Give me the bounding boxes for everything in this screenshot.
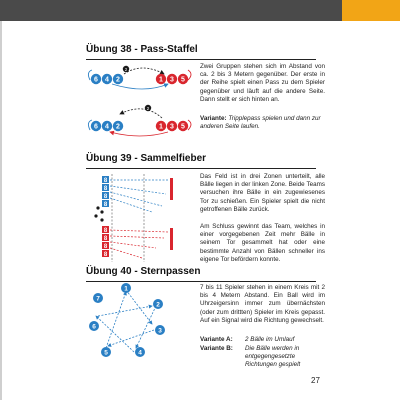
exercise-39-title: Übung 39 - Sammelfieber [86, 153, 207, 164]
svg-text:2: 2 [156, 301, 160, 309]
svg-text:1: 1 [159, 76, 163, 84]
exercise-40-title: Übung 40 - Sternpassen [86, 266, 201, 277]
variant-b-text: Die Bälle werden in entgegengesetzte Richtungen gespielt [245, 345, 301, 369]
pass-arrow [120, 109, 162, 118]
exercise-39-rule [86, 168, 316, 169]
red-pass-lines [110, 230, 168, 258]
blue-pass-lines [110, 180, 168, 212]
pass-arrow [124, 68, 164, 74]
run-arrow [112, 84, 168, 89]
pass-relay-diagram [84, 60, 196, 140]
goal-red [170, 228, 173, 250]
exercise-39-description-2: Am Schluss gewinnt das Team, welches in einer vorgegebenen Zeit mehr Bälle in seinem Tor gesammelt hat oder eine bestimmte Anzahl von Bällen schneller ins eigene Tor befördern konnte. [200, 223, 325, 263]
header-bar [0, 0, 400, 21]
ball [96, 206, 99, 209]
star-passing-diagram [86, 282, 170, 364]
exercise-38-title: Übung 38 - Pass-Staffel [86, 44, 198, 55]
ball [94, 214, 97, 217]
header-accent [342, 0, 400, 21]
page-edge [0, 21, 2, 400]
run-arrow [110, 132, 168, 136]
svg-text:3: 3 [170, 123, 174, 131]
svg-text:3: 3 [158, 327, 162, 335]
relay-row-b [88, 105, 191, 136]
variant-label: Variante: [200, 115, 227, 122]
exercise-38-variant [200, 115, 325, 131]
ball [100, 210, 103, 213]
arrow-number: 2 [146, 106, 150, 111]
relay-row-a [88, 66, 191, 89]
svg-text:8: 8 [103, 193, 108, 200]
svg-text:6: 6 [94, 123, 98, 131]
star-pass-lines [96, 290, 156, 352]
svg-text:6: 6 [92, 323, 96, 331]
exercise-40-description: 7 bis 11 Spieler stehen in einem Kreis mit 2 bis 4 Metern Abstand. Ein Ball wird im Uhrzeigersinn immer zum übernächsten (oder zum drittten) Spieler im Kreis gepasst. Auf ein Signal wird die Richtung gewechselt. [200, 284, 325, 324]
collecting-fever-diagram [92, 172, 188, 264]
svg-text:7: 7 [96, 295, 100, 303]
svg-text:3: 3 [170, 76, 174, 84]
svg-text:8: 8 [103, 251, 108, 258]
svg-text:8: 8 [103, 201, 108, 208]
svg-text:8: 8 [103, 185, 108, 192]
exercise-38-description: Zwei Gruppen stehen sich im Abstand von ca. 2 bis 3 Metern gegenüber. Der erste in der Reihe spielt einen Pass zu dem Spieler gegenüber und läuft auf die andere Seite. Dann stellt er sich hinten an. [200, 63, 325, 103]
variant-text: Tripplepass spielen und dann zur anderen Seite laufen. [200, 115, 321, 131]
ball [100, 218, 103, 221]
svg-text:4: 4 [138, 349, 142, 357]
red-arc [188, 70, 191, 80]
svg-text:5: 5 [104, 349, 108, 357]
variant-a-label: Variante A: [200, 336, 233, 343]
svg-text:8: 8 [103, 177, 108, 184]
svg-text:4: 4 [105, 123, 109, 131]
svg-text:4: 4 [105, 76, 109, 84]
variant-b-label: Variante B: [200, 345, 233, 352]
arrow-number: 2 [124, 67, 128, 72]
svg-text:2: 2 [116, 123, 120, 131]
svg-text:2: 2 [116, 76, 120, 84]
svg-text:8: 8 [103, 243, 108, 250]
svg-text:8: 8 [103, 227, 108, 234]
svg-text:5: 5 [181, 76, 185, 84]
variant-a-text: 2 Bälle im Umlauf [245, 336, 295, 343]
page-number: 27 [311, 376, 320, 385]
svg-text:8: 8 [103, 235, 108, 242]
svg-text:5: 5 [181, 123, 185, 131]
svg-text:6: 6 [94, 76, 98, 84]
svg-text:1: 1 [159, 123, 163, 131]
red-arc [188, 120, 191, 130]
exercise-39-description: Das Feld ist in drei Zonen unterteilt, alle Bälle liegen in der linken Zone. Beide Teams versuchen ihre Bälle in ein zugewiesenes Tor zu schießen. Ein Spieler spielt die nicht getroffenen Bälle zurück. [200, 173, 325, 213]
goal-red [170, 178, 173, 200]
svg-text:1: 1 [124, 285, 128, 293]
